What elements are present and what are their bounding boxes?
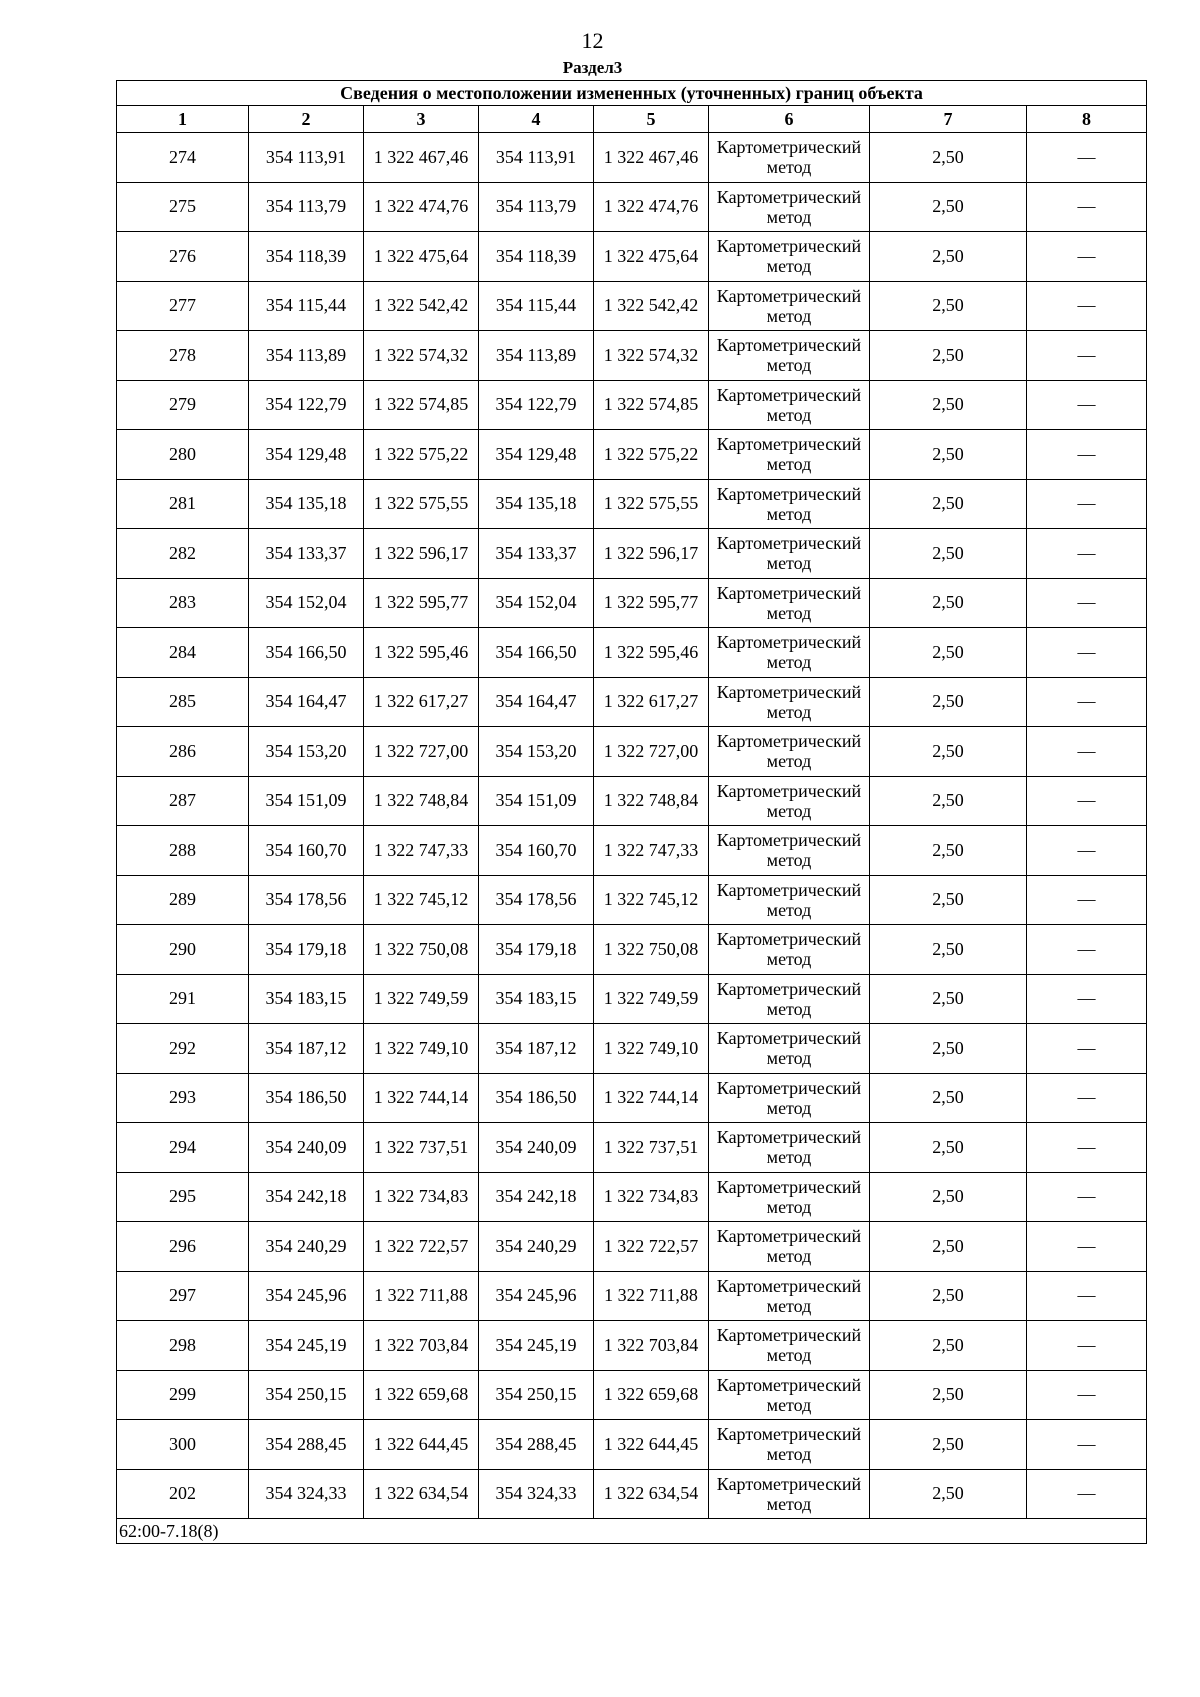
method-cell: Картометрический метод	[709, 578, 870, 628]
column-header: 1	[117, 106, 249, 133]
y-new-cell: 1 322 744,14	[594, 1073, 709, 1123]
method-cell: Картометрический метод	[709, 826, 870, 876]
coordinates-table	[116, 80, 1147, 1544]
note-cell: —	[1027, 727, 1147, 777]
accuracy-cell: 2,50	[870, 826, 1027, 876]
accuracy-cell: 2,50	[870, 1469, 1027, 1519]
y-new-cell: 1 322 575,55	[594, 479, 709, 529]
y-old-cell: 1 322 617,27	[364, 677, 479, 727]
x-new-cell: 354 240,29	[479, 1222, 594, 1272]
x-old-cell: 354 178,56	[249, 875, 364, 925]
y-new-cell: 1 322 575,22	[594, 430, 709, 480]
method-cell: Картометрический метод	[709, 1073, 870, 1123]
y-new-cell: 1 322 574,32	[594, 331, 709, 381]
x-new-cell: 354 160,70	[479, 826, 594, 876]
note-cell: —	[1027, 974, 1147, 1024]
accuracy-cell: 2,50	[870, 232, 1027, 282]
x-old-cell: 354 151,09	[249, 776, 364, 826]
y-old-cell: 1 322 574,85	[364, 380, 479, 430]
x-old-cell: 354 187,12	[249, 1024, 364, 1074]
note-cell: —	[1027, 331, 1147, 381]
table-row	[117, 826, 1147, 876]
note-cell: —	[1027, 1172, 1147, 1222]
column-header-row	[117, 106, 1147, 133]
accuracy-cell: 2,50	[870, 677, 1027, 727]
table-row	[117, 1172, 1147, 1222]
method-cell: Картометрический метод	[709, 1024, 870, 1074]
y-new-cell: 1 322 644,45	[594, 1420, 709, 1470]
table-body	[117, 133, 1147, 1519]
method-cell: Картометрический метод	[709, 1271, 870, 1321]
column-header: 6	[709, 106, 870, 133]
note-cell: —	[1027, 875, 1147, 925]
note-cell: —	[1027, 1073, 1147, 1123]
x-new-cell: 354 245,96	[479, 1271, 594, 1321]
table-row	[117, 331, 1147, 381]
y-new-cell: 1 322 737,51	[594, 1123, 709, 1173]
method-cell: Картометрический метод	[709, 182, 870, 232]
y-new-cell: 1 322 703,84	[594, 1321, 709, 1371]
point-number-cell: 275	[117, 182, 249, 232]
point-number-cell: 284	[117, 628, 249, 678]
y-old-cell: 1 322 722,57	[364, 1222, 479, 1272]
table-row	[117, 182, 1147, 232]
note-cell: —	[1027, 826, 1147, 876]
table-row	[117, 1024, 1147, 1074]
accuracy-cell: 2,50	[870, 182, 1027, 232]
table-row	[117, 232, 1147, 282]
method-cell: Картометрический метод	[709, 974, 870, 1024]
note-cell: —	[1027, 1370, 1147, 1420]
table-row	[117, 974, 1147, 1024]
note-cell: —	[1027, 1469, 1147, 1519]
y-new-cell: 1 322 474,76	[594, 182, 709, 232]
method-cell: Картометрический метод	[709, 331, 870, 381]
note-cell: —	[1027, 133, 1147, 183]
method-cell: Картометрический метод	[709, 1469, 870, 1519]
y-old-cell: 1 322 596,17	[364, 529, 479, 579]
y-old-cell: 1 322 575,55	[364, 479, 479, 529]
method-cell: Картометрический метод	[709, 1370, 870, 1420]
y-old-cell: 1 322 575,22	[364, 430, 479, 480]
x-new-cell: 354 324,33	[479, 1469, 594, 1519]
point-number-cell: 274	[117, 133, 249, 183]
point-number-cell: 282	[117, 529, 249, 579]
point-number-cell: 297	[117, 1271, 249, 1321]
x-new-cell: 354 122,79	[479, 380, 594, 430]
point-number-cell: 291	[117, 974, 249, 1024]
point-number-cell: 298	[117, 1321, 249, 1371]
y-new-cell: 1 322 475,64	[594, 232, 709, 282]
method-cell: Картометрический метод	[709, 430, 870, 480]
y-old-cell: 1 322 467,46	[364, 133, 479, 183]
point-number-cell: 278	[117, 331, 249, 381]
accuracy-cell: 2,50	[870, 1370, 1027, 1420]
note-cell: —	[1027, 232, 1147, 282]
y-new-cell: 1 322 634,54	[594, 1469, 709, 1519]
y-old-cell: 1 322 745,12	[364, 875, 479, 925]
table-row	[117, 1123, 1147, 1173]
table-row	[117, 727, 1147, 777]
x-new-cell: 354 133,37	[479, 529, 594, 579]
point-number-cell: 293	[117, 1073, 249, 1123]
x-new-cell: 354 250,15	[479, 1370, 594, 1420]
y-new-cell: 1 322 711,88	[594, 1271, 709, 1321]
x-new-cell: 354 179,18	[479, 925, 594, 975]
point-number-cell: 287	[117, 776, 249, 826]
method-cell: Картометрический метод	[709, 1420, 870, 1470]
point-number-cell: 290	[117, 925, 249, 975]
y-old-cell: 1 322 727,00	[364, 727, 479, 777]
table-row	[117, 1370, 1147, 1420]
y-old-cell: 1 322 475,64	[364, 232, 479, 282]
y-old-cell: 1 322 749,10	[364, 1024, 479, 1074]
y-old-cell: 1 322 734,83	[364, 1172, 479, 1222]
x-new-cell: 354 135,18	[479, 479, 594, 529]
x-old-cell: 354 135,18	[249, 479, 364, 529]
table-row	[117, 430, 1147, 480]
method-cell: Картометрический метод	[709, 380, 870, 430]
method-cell: Картометрический метод	[709, 1123, 870, 1173]
y-old-cell: 1 322 748,84	[364, 776, 479, 826]
y-new-cell: 1 322 745,12	[594, 875, 709, 925]
y-new-cell: 1 322 734,83	[594, 1172, 709, 1222]
x-old-cell: 354 118,39	[249, 232, 364, 282]
y-new-cell: 1 322 574,85	[594, 380, 709, 430]
column-header: 3	[364, 106, 479, 133]
point-number-cell: 286	[117, 727, 249, 777]
x-old-cell: 354 113,89	[249, 331, 364, 381]
point-number-cell: 299	[117, 1370, 249, 1420]
y-new-cell: 1 322 750,08	[594, 925, 709, 975]
point-number-cell: 295	[117, 1172, 249, 1222]
table-caption: Сведения о местоположении измененных (уточненных) границ объекта	[117, 81, 1147, 106]
point-number-cell: 281	[117, 479, 249, 529]
note-cell: —	[1027, 677, 1147, 727]
y-old-cell: 1 322 474,76	[364, 182, 479, 232]
x-old-cell: 354 183,15	[249, 974, 364, 1024]
x-new-cell: 354 129,48	[479, 430, 594, 480]
accuracy-cell: 2,50	[870, 578, 1027, 628]
accuracy-cell: 2,50	[870, 1123, 1027, 1173]
x-old-cell: 354 245,19	[249, 1321, 364, 1371]
y-old-cell: 1 322 747,33	[364, 826, 479, 876]
accuracy-cell: 2,50	[870, 1024, 1027, 1074]
table-footer-code: 62:00-7.18(8)	[117, 1519, 1147, 1544]
x-new-cell: 354 113,79	[479, 182, 594, 232]
accuracy-cell: 2,50	[870, 479, 1027, 529]
note-cell: —	[1027, 925, 1147, 975]
x-old-cell: 354 152,04	[249, 578, 364, 628]
x-old-cell: 354 324,33	[249, 1469, 364, 1519]
x-old-cell: 354 164,47	[249, 677, 364, 727]
y-new-cell: 1 322 617,27	[594, 677, 709, 727]
column-header: 4	[479, 106, 594, 133]
accuracy-cell: 2,50	[870, 133, 1027, 183]
x-new-cell: 354 152,04	[479, 578, 594, 628]
note-cell: —	[1027, 1271, 1147, 1321]
y-new-cell: 1 322 749,10	[594, 1024, 709, 1074]
x-old-cell: 354 122,79	[249, 380, 364, 430]
y-old-cell: 1 322 749,59	[364, 974, 479, 1024]
accuracy-cell: 2,50	[870, 776, 1027, 826]
point-number-cell: 296	[117, 1222, 249, 1272]
x-new-cell: 354 153,20	[479, 727, 594, 777]
note-cell: —	[1027, 479, 1147, 529]
x-new-cell: 354 178,56	[479, 875, 594, 925]
x-old-cell: 354 115,44	[249, 281, 364, 331]
accuracy-cell: 2,50	[870, 331, 1027, 381]
x-old-cell: 354 129,48	[249, 430, 364, 480]
x-new-cell: 354 115,44	[479, 281, 594, 331]
x-old-cell: 354 240,09	[249, 1123, 364, 1173]
accuracy-cell: 2,50	[870, 1073, 1027, 1123]
y-old-cell: 1 322 750,08	[364, 925, 479, 975]
y-new-cell: 1 322 595,46	[594, 628, 709, 678]
point-number-cell: 283	[117, 578, 249, 628]
y-new-cell: 1 322 749,59	[594, 974, 709, 1024]
point-number-cell: 285	[117, 677, 249, 727]
column-header: 2	[249, 106, 364, 133]
y-new-cell: 1 322 595,77	[594, 578, 709, 628]
y-old-cell: 1 322 744,14	[364, 1073, 479, 1123]
column-header: 5	[594, 106, 709, 133]
method-cell: Картометрический метод	[709, 776, 870, 826]
note-cell: —	[1027, 182, 1147, 232]
accuracy-cell: 2,50	[870, 1271, 1027, 1321]
y-old-cell: 1 322 703,84	[364, 1321, 479, 1371]
note-cell: —	[1027, 1024, 1147, 1074]
table-row	[117, 479, 1147, 529]
accuracy-cell: 2,50	[870, 628, 1027, 678]
x-old-cell: 354 179,18	[249, 925, 364, 975]
x-new-cell: 354 151,09	[479, 776, 594, 826]
method-cell: Картометрический метод	[709, 232, 870, 282]
note-cell: —	[1027, 1420, 1147, 1470]
y-old-cell: 1 322 595,77	[364, 578, 479, 628]
column-header: 7	[870, 106, 1027, 133]
x-new-cell: 354 164,47	[479, 677, 594, 727]
y-new-cell: 1 322 467,46	[594, 133, 709, 183]
point-number-cell: 276	[117, 232, 249, 282]
y-old-cell: 1 322 659,68	[364, 1370, 479, 1420]
column-header: 8	[1027, 106, 1147, 133]
point-number-cell: 277	[117, 281, 249, 331]
table-row	[117, 380, 1147, 430]
method-cell: Картометрический метод	[709, 1222, 870, 1272]
y-new-cell: 1 322 722,57	[594, 1222, 709, 1272]
y-old-cell: 1 322 634,54	[364, 1469, 479, 1519]
method-cell: Картометрический метод	[709, 1321, 870, 1371]
note-cell: —	[1027, 281, 1147, 331]
accuracy-cell: 2,50	[870, 1321, 1027, 1371]
note-cell: —	[1027, 380, 1147, 430]
x-new-cell: 354 118,39	[479, 232, 594, 282]
section-title: Раздел3	[562, 58, 623, 77]
y-old-cell: 1 322 737,51	[364, 1123, 479, 1173]
method-cell: Картометрический метод	[709, 529, 870, 579]
x-new-cell: 354 187,12	[479, 1024, 594, 1074]
note-cell: —	[1027, 628, 1147, 678]
note-cell: —	[1027, 430, 1147, 480]
table-row	[117, 578, 1147, 628]
method-cell: Картометрический метод	[709, 875, 870, 925]
x-old-cell: 354 245,96	[249, 1271, 364, 1321]
x-old-cell: 354 160,70	[249, 826, 364, 876]
accuracy-cell: 2,50	[870, 974, 1027, 1024]
table-row	[117, 1222, 1147, 1272]
note-cell: —	[1027, 776, 1147, 826]
x-new-cell: 354 166,50	[479, 628, 594, 678]
note-cell: —	[1027, 1321, 1147, 1371]
method-cell: Картометрический метод	[709, 1172, 870, 1222]
table-row	[117, 1073, 1147, 1123]
y-old-cell: 1 322 644,45	[364, 1420, 479, 1470]
x-new-cell: 354 113,89	[479, 331, 594, 381]
x-new-cell: 354 113,91	[479, 133, 594, 183]
accuracy-cell: 2,50	[870, 1222, 1027, 1272]
table-row	[117, 628, 1147, 678]
accuracy-cell: 2,50	[870, 529, 1027, 579]
accuracy-cell: 2,50	[870, 727, 1027, 777]
note-cell: —	[1027, 578, 1147, 628]
method-cell: Картометрический метод	[709, 677, 870, 727]
x-new-cell: 354 183,15	[479, 974, 594, 1024]
method-cell: Картометрический метод	[709, 925, 870, 975]
x-new-cell: 354 242,18	[479, 1172, 594, 1222]
y-old-cell: 1 322 595,46	[364, 628, 479, 678]
method-cell: Картометрический метод	[709, 479, 870, 529]
x-old-cell: 354 133,37	[249, 529, 364, 579]
y-new-cell: 1 322 748,84	[594, 776, 709, 826]
note-cell: —	[1027, 529, 1147, 579]
table-row	[117, 925, 1147, 975]
point-number-cell: 202	[117, 1469, 249, 1519]
note-cell: —	[1027, 1123, 1147, 1173]
table-row	[117, 875, 1147, 925]
x-old-cell: 354 166,50	[249, 628, 364, 678]
accuracy-cell: 2,50	[870, 380, 1027, 430]
table-row	[117, 1271, 1147, 1321]
x-new-cell: 354 240,09	[479, 1123, 594, 1173]
x-old-cell: 354 113,79	[249, 182, 364, 232]
method-cell: Картометрический метод	[709, 727, 870, 777]
y-new-cell: 1 322 596,17	[594, 529, 709, 579]
accuracy-cell: 2,50	[870, 281, 1027, 331]
y-old-cell: 1 322 711,88	[364, 1271, 479, 1321]
table-row	[117, 776, 1147, 826]
point-number-cell: 294	[117, 1123, 249, 1173]
x-old-cell: 354 113,91	[249, 133, 364, 183]
table-row	[117, 1321, 1147, 1371]
point-number-cell: 280	[117, 430, 249, 480]
x-old-cell: 354 250,15	[249, 1370, 364, 1420]
method-cell: Картометрический метод	[709, 281, 870, 331]
accuracy-cell: 2,50	[870, 875, 1027, 925]
table-row	[117, 281, 1147, 331]
note-cell: —	[1027, 1222, 1147, 1272]
point-number-cell: 279	[117, 380, 249, 430]
x-old-cell: 354 153,20	[249, 727, 364, 777]
table-row	[117, 677, 1147, 727]
accuracy-cell: 2,50	[870, 925, 1027, 975]
table-row	[117, 1420, 1147, 1470]
point-number-cell: 289	[117, 875, 249, 925]
point-number-cell: 300	[117, 1420, 249, 1470]
accuracy-cell: 2,50	[870, 430, 1027, 480]
point-number-cell: 292	[117, 1024, 249, 1074]
x-new-cell: 354 245,19	[479, 1321, 594, 1371]
x-old-cell: 354 288,45	[249, 1420, 364, 1470]
y-new-cell: 1 322 727,00	[594, 727, 709, 777]
accuracy-cell: 2,50	[870, 1172, 1027, 1222]
table-row	[117, 1469, 1147, 1519]
method-cell: Картометрический метод	[709, 133, 870, 183]
y-new-cell: 1 322 542,42	[594, 281, 709, 331]
page-number: 12	[581, 28, 604, 53]
x-new-cell: 354 186,50	[479, 1073, 594, 1123]
point-number-cell: 288	[117, 826, 249, 876]
x-old-cell: 354 242,18	[249, 1172, 364, 1222]
y-old-cell: 1 322 574,32	[364, 331, 479, 381]
table-row	[117, 133, 1147, 183]
y-old-cell: 1 322 542,42	[364, 281, 479, 331]
x-old-cell: 354 186,50	[249, 1073, 364, 1123]
method-cell: Картометрический метод	[709, 628, 870, 678]
x-old-cell: 354 240,29	[249, 1222, 364, 1272]
table-row	[117, 529, 1147, 579]
y-new-cell: 1 322 747,33	[594, 826, 709, 876]
accuracy-cell: 2,50	[870, 1420, 1027, 1470]
y-new-cell: 1 322 659,68	[594, 1370, 709, 1420]
x-new-cell: 354 288,45	[479, 1420, 594, 1470]
